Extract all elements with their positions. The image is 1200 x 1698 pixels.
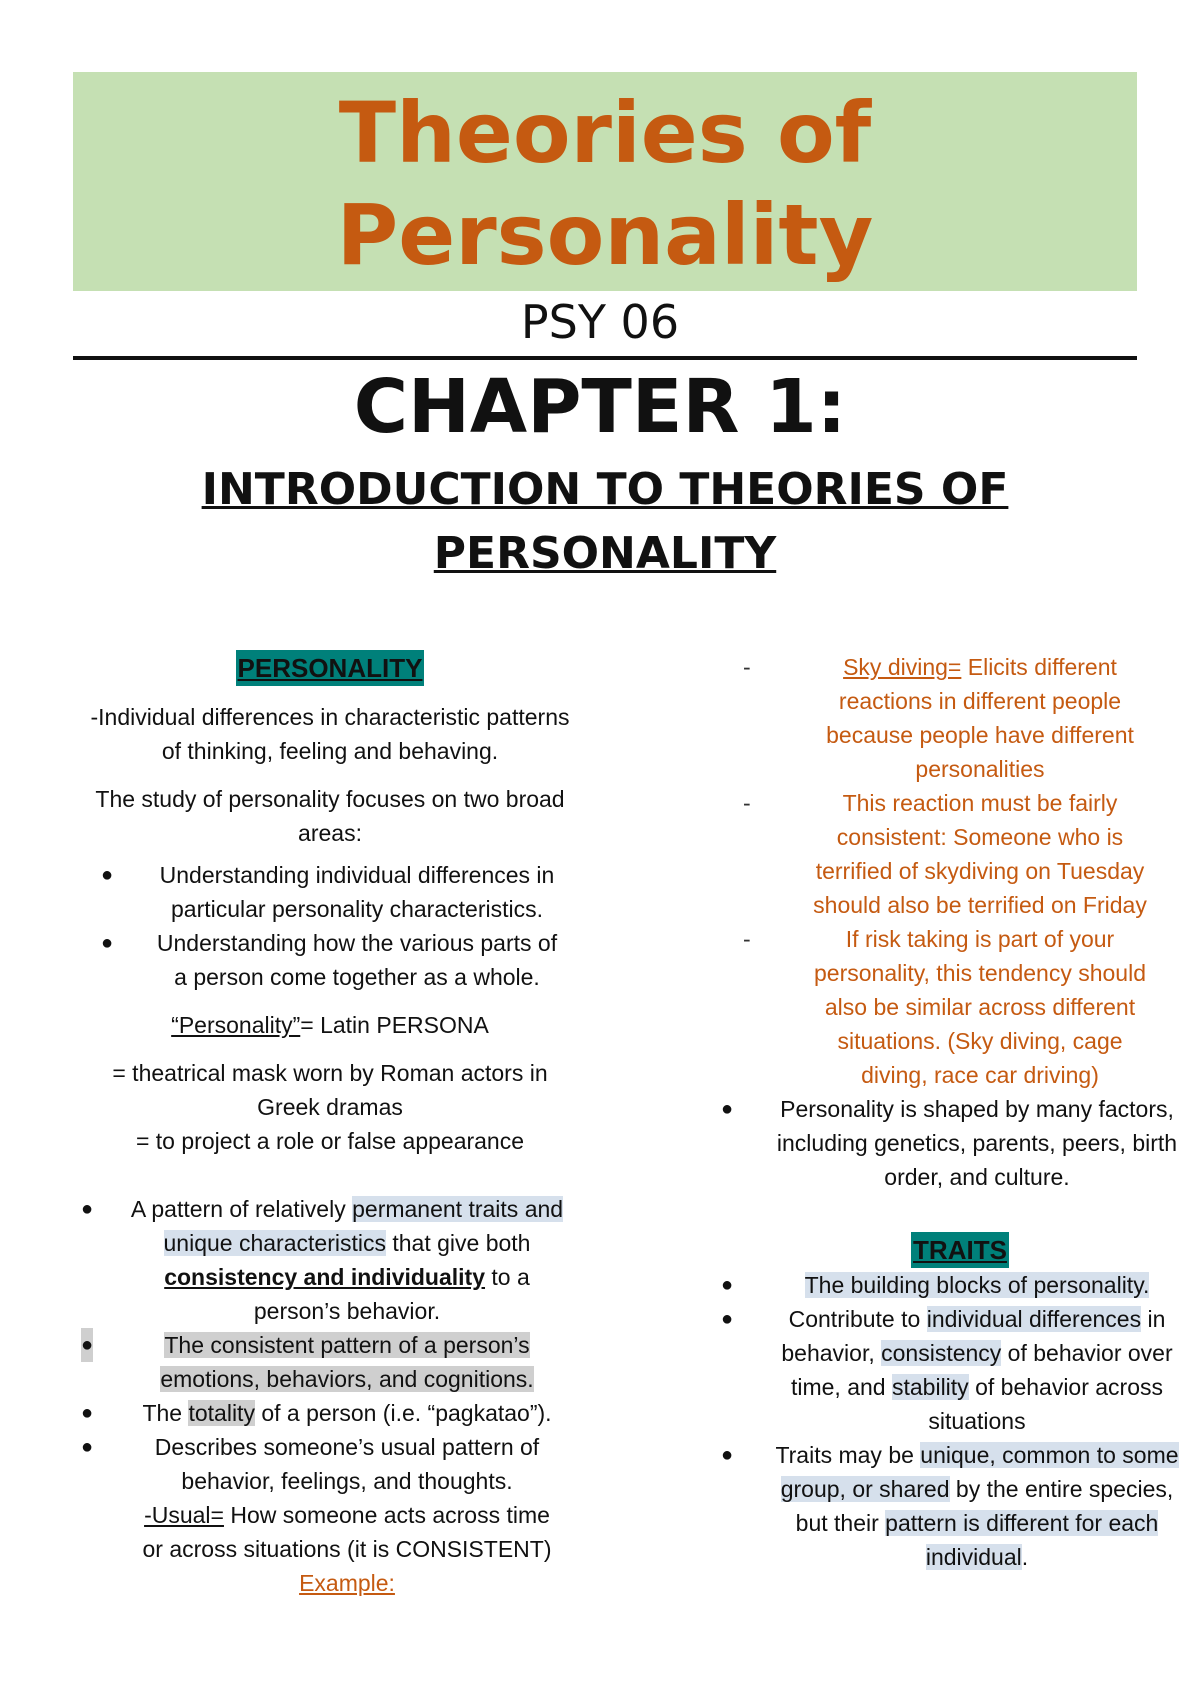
- subtitle-line-2: PERSONALITY: [433, 528, 777, 579]
- list-item: [95, 858, 585, 926]
- example-label: Example:: [299, 1570, 395, 1596]
- personality-heading: PERSONALITY: [236, 650, 425, 686]
- highlight: emotions, behaviors, and cognitions.: [160, 1366, 534, 1392]
- highlight: The building blocks of personality.: [804, 1272, 1150, 1298]
- etymology-meaning: = Latin PERSONA: [300, 1012, 489, 1038]
- dash-icon: -: [743, 654, 751, 680]
- chapter-subtitle: [73, 458, 1137, 586]
- text: including genetics, parents, peers, birth: [776, 1130, 1178, 1156]
- list-item: [75, 1192, 585, 1328]
- dash-icon: -: [743, 926, 751, 952]
- text: The: [142, 1400, 189, 1426]
- text: person’s behavior.: [253, 1298, 441, 1324]
- bullet-icon: ●: [81, 1402, 94, 1424]
- course-code: PSY 06: [520, 295, 680, 349]
- list-item-text: a person come together as a whole.: [174, 964, 540, 990]
- chapter-heading: CHAPTER 1:: [353, 364, 847, 450]
- bullet-icon: ●: [101, 932, 114, 954]
- role-definition: = to project a role or false appearance: [135, 1128, 525, 1154]
- text: Describes someone’s usual pattern of: [154, 1434, 540, 1460]
- list-item-text: Understanding how the various parts of: [156, 930, 558, 956]
- left-column: [75, 650, 585, 1600]
- subtitle-line-1: INTRODUCTION TO THEORIES OF: [201, 464, 1009, 515]
- highlight: pattern is different for each: [885, 1510, 1159, 1536]
- text: reactions in different people: [838, 688, 1122, 714]
- text: diving, race car driving): [861, 1062, 1099, 1088]
- highlight: The consistent pattern of a person’s: [164, 1332, 530, 1358]
- text: Traits may be: [775, 1442, 921, 1468]
- title-line-1: Theories of: [338, 84, 872, 182]
- text: in: [1141, 1306, 1166, 1332]
- text: How someone acts across time: [223, 1502, 550, 1528]
- bullet-icon: ●: [721, 1274, 734, 1296]
- bullet-icon: ●: [101, 864, 114, 886]
- mask-definition: [75, 1056, 585, 1124]
- text: order, and culture.: [884, 1164, 1070, 1190]
- title-banner: [73, 72, 1137, 291]
- emphasis: consistency and individuality: [164, 1264, 486, 1290]
- study-intro: [75, 782, 585, 850]
- text: behavior,: [781, 1340, 882, 1366]
- text: but their: [795, 1510, 886, 1536]
- example-list: [715, 650, 1200, 1092]
- highlight: consistency: [881, 1340, 1002, 1366]
- text: also be similar across different: [824, 994, 1136, 1020]
- mask-line: = theatrical mask worn by Roman actors in: [112, 1060, 548, 1086]
- text: behavior, feelings, and thoughts.: [181, 1468, 513, 1494]
- text: of behavior over: [1001, 1340, 1173, 1366]
- list-item: [715, 1302, 1200, 1438]
- text: by the entire species,: [949, 1476, 1174, 1502]
- text: .: [1021, 1544, 1029, 1570]
- sky-diving-label: Sky diving=: [843, 654, 962, 680]
- study-line: areas:: [298, 820, 362, 846]
- bullet-icon: ●: [81, 1198, 94, 1220]
- text: or across situations (it is CONSISTENT): [142, 1536, 552, 1562]
- document-title: [73, 72, 1137, 286]
- traits-list: [715, 1268, 1200, 1574]
- study-areas-list: [75, 858, 585, 994]
- text: This reaction must be fairly: [842, 790, 1118, 816]
- text: of a person (i.e. “pagkatao”).: [254, 1400, 552, 1426]
- list-item: [715, 786, 1200, 922]
- highlight: individual differences: [926, 1306, 1142, 1332]
- personality-bullets: [75, 1192, 585, 1600]
- right-column: [715, 650, 1200, 1574]
- text: because people have different: [826, 722, 1134, 748]
- definition-line: of thinking, feeling and behaving.: [161, 738, 499, 764]
- highlight: group, or shared: [780, 1476, 950, 1502]
- bullet-icon: ●: [721, 1308, 734, 1330]
- etymology-term: “Personality”: [171, 1012, 301, 1038]
- highlight: totality: [188, 1400, 255, 1426]
- etymology: [75, 1008, 585, 1042]
- bullet-icon: ●: [81, 1436, 94, 1458]
- divider: [73, 356, 1137, 360]
- text: terrified of skydiving on Tuesday: [815, 858, 1145, 884]
- text: to a: [485, 1264, 530, 1290]
- text: A pattern of relatively: [130, 1196, 353, 1222]
- list-item: [75, 1396, 585, 1430]
- list-item: [95, 926, 585, 994]
- title-line-2: Personality: [336, 186, 874, 284]
- highlight: unique characteristics: [163, 1230, 386, 1256]
- usual-label: -Usual=: [144, 1502, 224, 1528]
- text: Elicits different: [961, 654, 1117, 680]
- list-item: [715, 1092, 1200, 1194]
- list-item-text: Understanding individual differences in: [159, 862, 555, 888]
- highlight: stability: [891, 1374, 969, 1400]
- dash-icon: -: [743, 790, 751, 816]
- text: If risk taking is part of your: [845, 926, 1115, 952]
- list-item: [715, 1268, 1200, 1302]
- bullet-icon: ●: [81, 1328, 93, 1362]
- text: situations: [928, 1408, 1026, 1434]
- text: time, and: [790, 1374, 892, 1400]
- text: situations. (Sky diving, cage: [837, 1028, 1123, 1054]
- text: personalities: [915, 756, 1045, 782]
- list-item: [75, 1430, 585, 1600]
- bullet-icon: ●: [721, 1098, 734, 1120]
- list-item: [75, 1328, 585, 1396]
- factors-list: [715, 1092, 1200, 1194]
- list-item: [715, 1438, 1200, 1574]
- text: Contribute to: [788, 1306, 927, 1332]
- text: Personality is shaped by many factors,: [780, 1096, 1174, 1122]
- text: that give both: [385, 1230, 531, 1256]
- bullet-icon: ●: [721, 1444, 734, 1466]
- text: should also be terrified on Friday: [813, 892, 1147, 918]
- text: personality, this tendency should: [814, 960, 1146, 986]
- text: consistent: Someone who is: [836, 824, 1124, 850]
- text: of behavior across: [968, 1374, 1164, 1400]
- definition: [75, 700, 585, 768]
- list-item: [715, 922, 1200, 1092]
- list-item: [715, 650, 1200, 786]
- mask-line: Greek dramas: [257, 1094, 403, 1120]
- study-line: The study of personality focuses on two broad: [95, 786, 565, 812]
- highlight: unique, common to some: [920, 1442, 1179, 1468]
- highlight: individual: [925, 1544, 1022, 1570]
- definition-line: -Individual differences in characteristic patterns: [90, 704, 570, 730]
- traits-heading: TRAITS: [911, 1232, 1009, 1268]
- list-item-text: particular personality characteristics.: [171, 896, 543, 922]
- highlight: permanent traits and: [352, 1196, 564, 1222]
